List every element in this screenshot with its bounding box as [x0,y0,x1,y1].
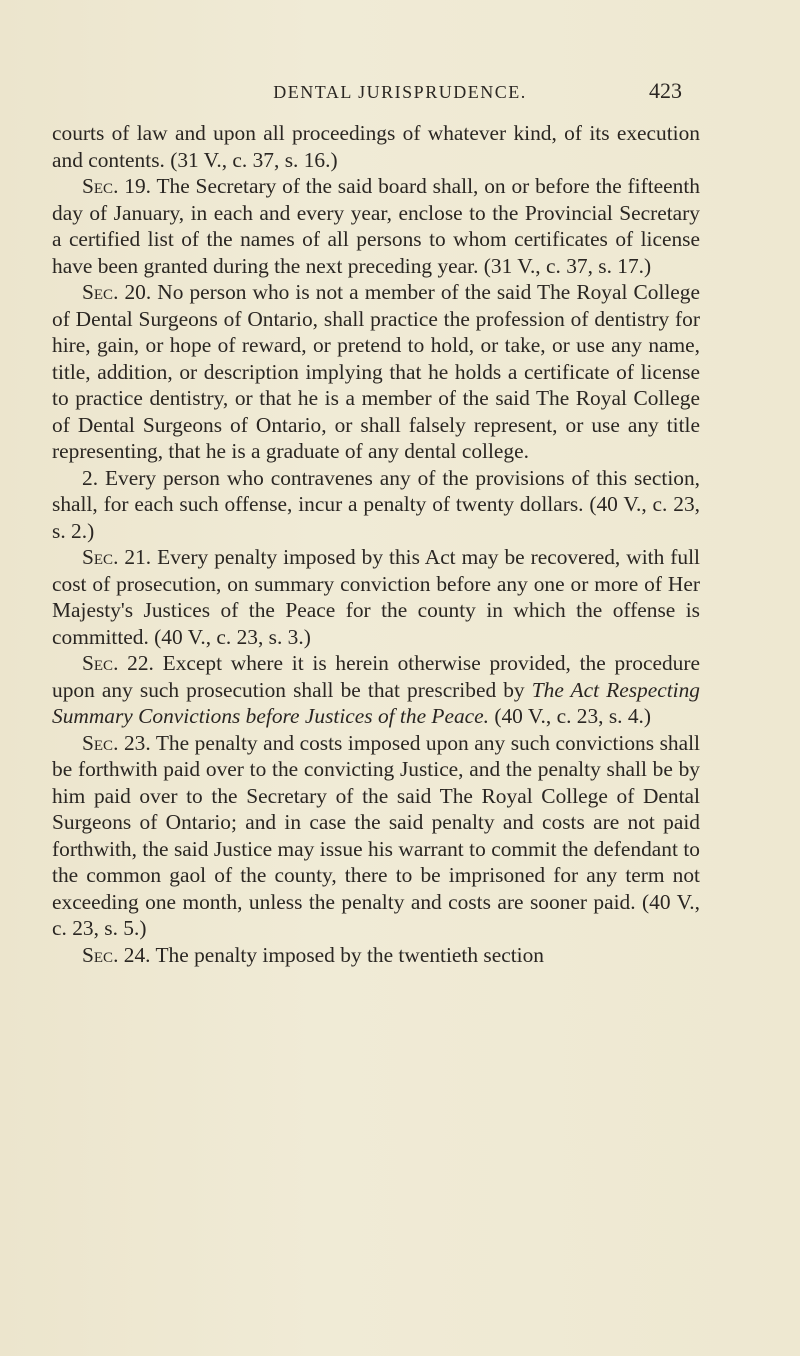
section-label: Sec. [82,174,119,198]
paragraph-text: 19. The Secretary of the said board shall, on or before the fifteenth day of January, in each and every year, enclose to the Provincial Secretary a certified list of the names of all persons to whom certificates of license have been granted during the next preceding year. (31 V., c. 37, s. 17.) [52,174,700,278]
paragraph-sec-24 [52,942,700,969]
section-label: Sec. [82,730,119,755]
running-head: DENTAL JURISPRUDENCE. [273,82,527,102]
paragraph-text: 22. Except where it is herein otherwise provided, the procedure upon any such prosecution shall be that prescribed by [52,651,700,702]
section-label: Sec. [82,651,119,675]
section-label: Sec. [82,545,119,569]
section-label: Sec. [82,280,119,304]
paragraph-sec-20-2: 2. Every person who contravenes any of the provisions of this section, shall, for each such offense, incur a penalty of twenty dollars. (40 V., c. 23, s. 2.) [52,465,700,543]
paragraph-text: 20. No person who is not a member of the said The Royal College of Dental Surgeons of Ontario, shall practice the profession of dentistry for hire, gain, or hope of reward, or pretend to hold, or take, or use any name, title, addition, or description implying that he holds a certificate of license to practice dentistry, or that he is a member of the said The Royal College of Dental Surgeons of Ontario, or shall falsely represent, or use any title representing, that he is a graduate of any dental college. [52,280,700,463]
section-label: Sec. [82,942,119,967]
paragraph-sec-23 [52,730,700,942]
paragraph-text: 21. Every penalty imposed by this Act may be recovered, with full cost of prosecution, on summary conviction before any one or more of Her Majesty's Justices of the Peace for the county in which the offense is committed. (40 V., c. 23, s. 3.) [52,545,700,649]
paragraph-text: 23. The penalty and costs imposed upon any such convictions shall be forthwith paid over to the convicting Justice, and the penalty shall be by him paid over to the Secretary of the said The Royal College of Dental Surgeons of Ontario; and in case the said penalty and costs are not paid forthwith, the said Justice may issue his warrant to commit the defendant to the common gaol of the county, there to be imprisoned for any term not exceeding one month, unless the penalty and costs are sooner paid. (40 V., c. 23, s. 5.) [52,730,700,940]
paragraph-sec-21 [52,544,700,650]
paragraph-text: 24. The penalty imposed by the twentieth section [118,942,544,967]
paragraph-citation: (40 V., c. 23, s. 4.) [489,704,652,728]
page-header [120,78,680,108]
paragraph-sec-22 [52,650,700,730]
act-title: The Act Respecting Summary Convictions before Justices of the Peace. [52,677,700,728]
paragraph-continuation: courts of law and upon all proceedings of whatever kind, of its execution and contents. (31 V., c. 37, s. 16.) [52,121,700,172]
paragraph-sec-20 [52,279,700,465]
body-text [52,120,700,968]
page-number: 423 [649,78,682,103]
paragraph-sec-19 [52,173,700,279]
